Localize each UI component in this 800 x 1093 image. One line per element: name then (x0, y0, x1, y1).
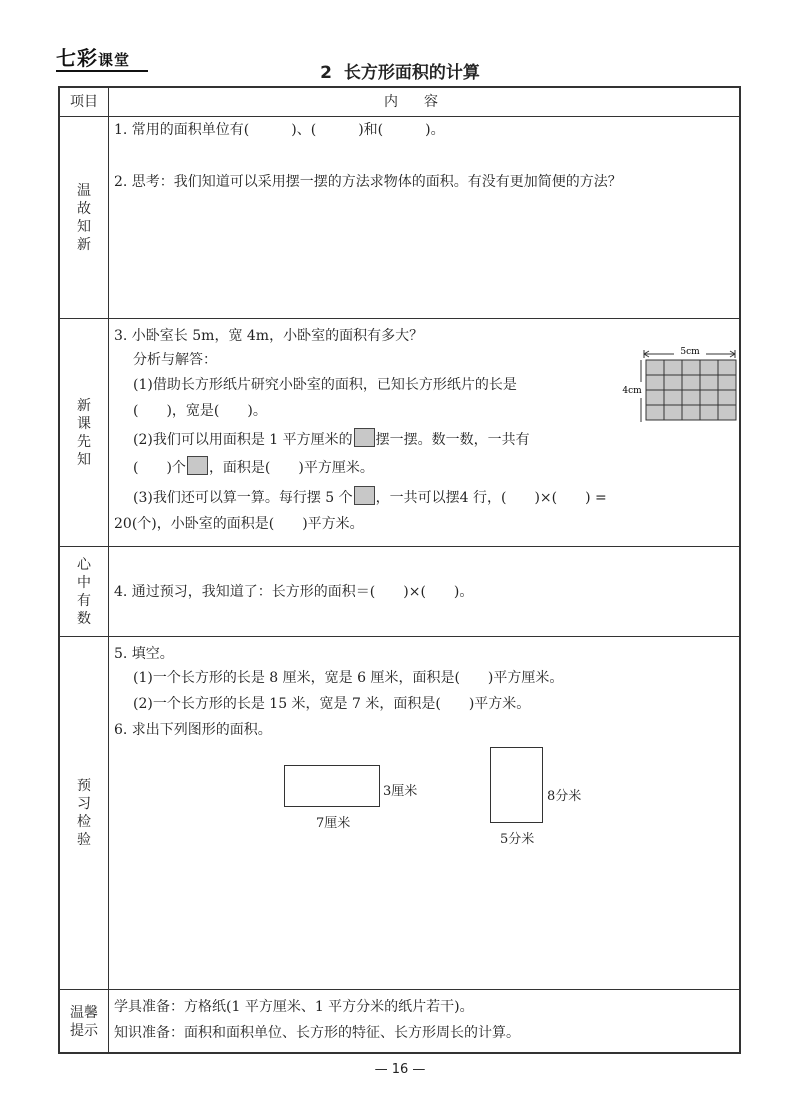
grid-cell (718, 360, 736, 375)
section-label-new-lesson: 新课先知 (77, 397, 91, 468)
question-3-part3-line2: 20(个)，小卧室的面积是( )平方米。 (114, 516, 364, 532)
tip-knowledge: 知识准备：面积和面积单位、长方形的特征、长方形周长的计算。 (114, 1025, 520, 1041)
question-2: 2. 思考：我们知道可以采用摆一摆的方法求物体的面积。有没有更加简便的方法？ (114, 174, 622, 190)
grid-cell (700, 360, 718, 375)
question-3-part2-line2: ( )个 ，面积是( )平方厘米。 (133, 456, 374, 478)
row-divider (60, 636, 739, 637)
column-divider (108, 88, 109, 1052)
grid-cell (664, 360, 682, 375)
grid-cell (646, 405, 664, 420)
grid-cell (700, 390, 718, 405)
grid-height-label: 4cm (622, 386, 642, 396)
section-label-preview-check: 预习检验 (77, 778, 91, 848)
question-1: 1. 常用的面积单位有( )、( )和( )。 (114, 122, 445, 138)
header-item: 项目 (70, 94, 98, 110)
row-divider (60, 116, 739, 117)
question-3-analysis: 分析与解答： (133, 352, 217, 368)
worksheet-table (58, 86, 741, 1054)
page-number: 16 (391, 1062, 409, 1077)
row-divider (60, 546, 739, 547)
question-3-part1-line1: (1)借助长方形纸片研究小卧室的面积，已知长方形纸片的长是 (133, 377, 517, 393)
row-divider (60, 989, 739, 990)
grid-cells (646, 360, 736, 420)
question-3-part2-line1: (2)我们可以用面积是 1 平方厘米的 摆一摆。数一数，一共有 (133, 428, 530, 450)
grid-cell (682, 360, 700, 375)
question-3-part1-line2: ( )，宽是( )。 (133, 403, 267, 419)
grid-cell (664, 405, 682, 420)
tip-materials: 学具准备：方格纸(1 平方厘米、1 平方分米的纸片若干)。 (114, 999, 474, 1015)
question-5-stem: 5. 填空。 (114, 646, 174, 662)
grid-cell (718, 405, 736, 420)
grid-cell (718, 375, 736, 390)
rectangle-2-height-label: 8分米 (547, 789, 582, 804)
grid-cell (664, 390, 682, 405)
grid-cell (646, 390, 664, 405)
grid-cell (682, 405, 700, 420)
grid-width-label: 5cm (680, 347, 700, 357)
grid-cell (646, 375, 664, 390)
section-label-review: 温故知新 (77, 182, 91, 253)
row-divider (60, 318, 739, 319)
brand-logo: 七彩课堂 (56, 46, 131, 70)
grid-cell (700, 375, 718, 390)
question-5-part2: (2)一个长方形的长是 15 米，宽是 7 米，面积是( )平方米。 (133, 696, 531, 712)
grid-cell (700, 405, 718, 420)
rectangle-shape-1 (284, 765, 380, 807)
rectangle-shape-2 (490, 747, 543, 823)
rectangle-2-width-label: 5分米 (500, 832, 535, 847)
question-5-part1: (1)一个长方形的长是 8 厘米，宽是 6 厘米，面积是( )平方厘米。 (133, 670, 564, 686)
page-footer: — 16 — (374, 1062, 426, 1077)
grid-cell (682, 375, 700, 390)
unit-square-icon (354, 486, 375, 505)
grid-cell (646, 360, 664, 375)
rectangle-1-height-label: 3厘米 (383, 784, 418, 799)
question-3-part3-line1: (3)我们还可以算一算。每行摆 5 个 ，一共可以摆4 行，( )×( ) = (133, 486, 607, 508)
unit-square-icon (187, 456, 208, 475)
question-6-stem: 6. 求出下列图形的面积。 (114, 722, 272, 738)
section-label-understanding: 心中有数 (77, 556, 91, 627)
question-3-stem: 3. 小卧室长 5m，宽 4m，小卧室的面积有多大？ (114, 328, 424, 344)
grid-cell (682, 390, 700, 405)
grid-cell (718, 390, 736, 405)
unit-square-icon (354, 428, 375, 447)
header-content: 内容 (384, 94, 464, 110)
section-label-tips: 温馨提示 (70, 1005, 98, 1039)
rectangle-1-width-label: 7厘米 (316, 816, 351, 831)
question-4: 4. 通过预习，我知道了：长方形的面积＝( )×( )。 (114, 584, 474, 600)
grid-cell (664, 375, 682, 390)
grid-diagram (622, 344, 740, 428)
page-title: 2 长方形面积的计算 (320, 63, 480, 83)
